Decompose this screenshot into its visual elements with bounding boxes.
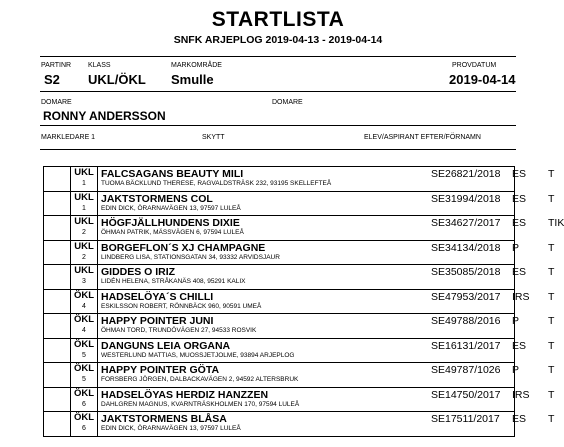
entry-number: 6 [82,400,86,408]
class-cell [71,240,98,265]
entry-number: 2 [82,253,86,261]
entry-number: 3 [82,278,86,285]
breed-code: P [512,315,520,327]
domare-label: DOMARE [41,99,72,106]
owner-info: LINDBERG LISA, STATIONSGATAN 34, 93332 ARVIDSJAUR [101,253,280,261]
partinr-value: S2 [44,72,60,87]
row-blank-cell [44,314,71,339]
class-cell [71,387,98,412]
entry-class: ÖKL [73,338,95,350]
breed-code: ES [512,168,527,180]
entry-cell [98,412,555,437]
gender: T [548,364,555,376]
breed-code: IRS [512,290,530,303]
entry-cell [98,216,564,241]
provdatum-label: PROVDATUM [452,62,497,69]
dog-name: HAPPY POINTER GÖTA [101,364,220,376]
dog-name: FALCSAGANS BEAUTY MILI [101,168,244,180]
owner-info: DAHLGREN MAGNUS, KVARNTRÄSKHOLMEN 170, 97594 LULEÅ [101,400,300,408]
row-blank-cell [44,240,71,265]
class-cell [71,216,98,241]
entry-class: UKL [74,265,94,276]
entry-class: ÖKL [73,289,95,301]
row-blank-cell [44,387,71,412]
entry-cell [98,289,555,314]
row-blank-cell [44,289,71,314]
owner-info: FORSBERG JÖRGEN, DALBACKAVÄGEN 2, 94592 ALTERSBRUK [101,376,299,383]
gender: T [548,290,555,303]
divider-middle [40,91,516,92]
owner-info: EDIN DICK, ÖRARNAVÄGEN 13, 97597 LULEÅ [101,425,241,432]
class-cell [71,314,98,339]
table-row [44,265,515,290]
partinr-label: PARTINR [41,62,72,69]
registration-number: SE31994/2018 [431,192,501,205]
registration-number: SE26821/2018 [431,168,501,180]
registration-number: SE47953/2017 [431,290,501,303]
divider-lower [40,125,516,126]
entry-cell [98,314,555,339]
entry-class: ÖKL [73,363,95,374]
entry-class: ÖKL [73,387,95,399]
divider-top [40,56,516,57]
row-blank-cell [44,338,71,363]
dog-name: JAKTSTORMENS BLÅSA [101,413,227,425]
gender: T [548,192,555,205]
class-cell [71,289,98,314]
owner-info: ÖHMAN PATRIK, MÄSSVÄGEN 6, 97594 LULEÅ [101,229,244,236]
row-blank-cell [44,167,71,192]
breed-code: ES [512,413,527,425]
entry-cell [98,338,555,363]
owner-info: EDIN DICK, ÖRARNAVÄGEN 13, 97597 LULEÅ [101,204,241,212]
class-cell [71,167,98,192]
registration-number: SE49787/1026 [431,364,501,376]
dog-name: HÖGFJÄLLHUNDENS DIXIE [101,217,240,229]
markomrade-value: Smulle [171,72,214,87]
startlist-body [44,167,564,437]
entry-class: UKL [74,240,94,252]
breed-code: ES [512,192,527,205]
owner-info: ÖHMAN TORD, TRUNDÖVÄGEN 27, 94533 ROSVIK [101,327,257,334]
row-blank-cell [44,412,71,437]
dog-name: HADSELÖYAS HERDIZ HANZZEN [101,388,269,401]
table-row [44,167,515,192]
owner-info: LIDÉN HELENA, STRÅKANÄS 408, 95291 KALIX [101,278,246,285]
dog-name: BORGEFLON´S XJ CHAMPAGNE [101,241,266,254]
breed-code: ES [512,339,527,352]
row-blank-cell [44,363,71,388]
entry-number: 4 [82,327,86,334]
entry-class: ÖKL [73,314,95,325]
dog-name: JAKTSTORMENS COL [101,192,213,205]
table-row [44,240,515,265]
entry-class: ÖKL [73,412,95,423]
entry-number: 5 [82,351,86,359]
dog-name: HADSELÖYA´S CHILLI [101,290,214,303]
row-blank-cell [44,265,71,290]
gender: T [548,388,555,401]
gender: T [548,241,555,254]
entry-class: UKL [74,191,94,203]
table-row [44,412,515,437]
registration-number: SE35085/2018 [431,266,501,278]
markomrade-label: MARKOMRÅDE [171,62,222,69]
gender: T [548,413,555,425]
klass-label: KLASS [88,62,111,69]
owner-info: ESKILSSON ROBERT, RÖNNBÄCK 960, 90591 UMEÅ [101,302,262,310]
entry-number: 4 [82,302,86,310]
startlist-table [43,166,564,437]
event-subtitle: SNFK ARJEPLOG 2019-04-13 - 2019-04-14 [173,34,383,46]
entry-cell [98,167,555,192]
page-title: STARTLISTA [211,8,345,31]
breed-code: P [512,241,520,254]
registration-number: SE34627/2017 [431,217,501,229]
gender: T [548,168,555,180]
entry-cell [98,191,555,216]
entry-cell [98,387,555,412]
entry-class: UKL [74,216,94,227]
table-row [44,289,515,314]
class-cell [71,412,98,437]
table-row [44,191,515,216]
gender: T [548,315,555,327]
registration-number: SE34134/2018 [431,241,501,254]
gender: T [548,339,555,352]
table-row [44,314,515,339]
breed-code: ES [512,217,527,229]
domare-value: RONNY ANDERSSON [43,109,166,123]
registration-number: SE17511/2017 [431,413,500,425]
registration-number: SE14750/2017 [431,388,501,401]
registration-number: SE16131/2017 [431,339,501,352]
entry-number: 1 [82,204,86,212]
skytt-label: SKYTT [202,134,225,141]
dog-name: GIDDES O IRIZ [101,266,176,278]
entry-number: 6 [82,425,86,432]
row-blank-cell [44,216,71,241]
row-blank-cell [44,191,71,216]
entry-cell [98,265,555,290]
elev-label: ELEV/ASPIRANT EFTER/FÖRNAMN [364,134,481,141]
class-cell [71,363,98,388]
table-row [44,338,515,363]
entry-number: 5 [82,376,86,383]
breed-code: ES [512,266,527,278]
class-cell [71,265,98,290]
gender: T [548,266,555,278]
class-cell [71,338,98,363]
entry-class: UKL [74,167,94,178]
breed-code: P [512,364,520,376]
table-row [44,216,515,241]
registration-number: SE49788/2016 [431,315,501,327]
klass-value: UKL/ÖKL [88,72,146,87]
domare2-label: DOMARE [272,99,303,106]
entry-number: 2 [82,229,86,236]
class-cell [71,191,98,216]
dog-name: DANGUNS LEIA ORGANA [101,339,231,352]
entry-cell [98,363,555,388]
table-row [44,363,515,388]
gender: TIK [548,217,564,229]
owner-info: WESTERLUND MATTIAS, MUOSSJETJOLME, 93894 ARJEPLOG [101,351,295,359]
markledare-label: MARKLEDARE 1 [41,134,96,141]
divider-bottom [40,149,516,150]
table-row [44,387,515,412]
entry-cell [98,240,555,265]
dog-name: HAPPY POINTER JUNI [101,315,214,327]
breed-code: IRS [512,388,530,401]
provdatum-value: 2019-04-14 [449,72,516,87]
entry-number: 1 [82,180,86,187]
owner-info: TUOMA BÄCKLUND THERESE, RAGVALDSTRÄSK 232, 93195 SKELLEFTEÅ [101,180,332,187]
